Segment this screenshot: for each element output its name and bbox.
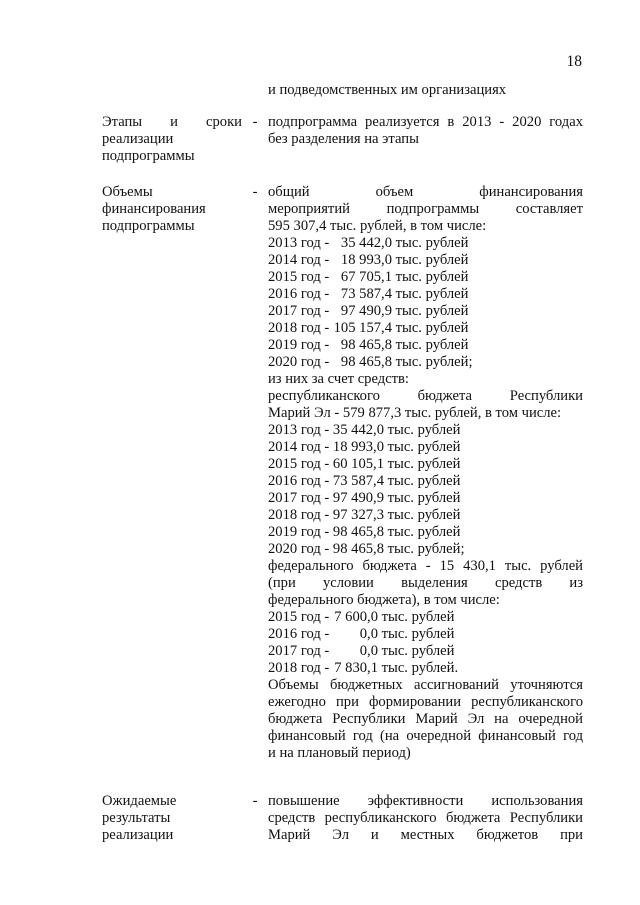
republic-year-row: 2014 год - 18 993,0 тыс. рублей [268, 439, 461, 455]
row-stages-dash: - [252, 114, 258, 130]
label-line: результаты [102, 810, 171, 826]
label-line: реализации [102, 827, 174, 843]
note-line: и на плановый период) [268, 745, 411, 761]
row-volumes-body [268, 184, 583, 762]
body-line: повышение эффективности использования [268, 793, 583, 809]
republic-year-row: 2013 год - 35 442,0 тыс. рублей [268, 422, 461, 438]
label-line: подпрограммы [102, 148, 195, 164]
republic-line: республиканского бюджета Республики [268, 388, 583, 404]
lead-line: 595 307,4 тыс. рублей, в том числе: [268, 218, 487, 234]
republic-year-row: 2019 год - 98 465,8 тыс. рублей [268, 524, 461, 540]
label-line: Ожидаемые [102, 793, 177, 809]
total-year-row: 2013 год - 35 442,0 тыс. рублей [268, 235, 469, 251]
lead-line: мероприятий подпрограммы составляет [268, 201, 583, 217]
republic-year-row: 2018 год - 97 327,3 тыс. рублей [268, 507, 461, 523]
budget-note [268, 677, 583, 762]
body-line: подпрограмма реализуется в 2013 - 2020 годах [268, 114, 583, 130]
body-line: без разделения на этапы [268, 131, 419, 147]
republic-year-row: 2020 год - 98 465,8 тыс. рублей; [268, 541, 465, 557]
federal-year-row: 2017 год - 0,0 тыс. рублей [268, 643, 455, 659]
federal-year-row: 2015 год - 7 600,0 тыс. рублей [268, 609, 455, 625]
row-volumes-label [102, 184, 242, 235]
body-line: средств республиканского бюджета Республики [268, 810, 583, 826]
label-line: Этапы и сроки [102, 114, 242, 130]
sources-intro: из них за счет средств: [268, 371, 409, 387]
federal-year-row: 2016 год - 0,0 тыс. рублей [268, 626, 455, 642]
note-line: ежегодно при формировании республиканского [268, 694, 583, 710]
total-year-row: 2014 год - 18 993,0 тыс. рублей [268, 252, 469, 268]
total-years-list [268, 235, 583, 371]
row-stages-body [268, 114, 583, 148]
page-number: 18 [566, 53, 582, 70]
republic-year-row: 2017 год - 97 490,9 тыс. рублей [268, 490, 461, 506]
total-year-row: 2020 год - 98 465,8 тыс. рублей; [268, 354, 473, 370]
total-year-row: 2017 год - 97 490,9 тыс. рублей [268, 303, 469, 319]
body-line: Марий Эл и местных бюджетов при [268, 827, 583, 843]
row-expected-dash: - [252, 793, 258, 809]
federal-line: федерального бюджета - 15 430,1 тыс. рублей [268, 558, 583, 574]
federal-line: федерального бюджета), в том числе: [268, 592, 500, 608]
total-year-row: 2018 год - 105 157,4 тыс. рублей [268, 320, 469, 336]
lead-line: общий объем финансирования [268, 184, 583, 200]
row-expected-body [268, 793, 583, 844]
republic-year-row: 2015 год - 60 105,1 тыс. рублей [268, 456, 461, 472]
label-line: подпрограммы [102, 218, 195, 234]
note-line: бюджета Республики Марий Эл на очередной [268, 711, 583, 727]
intro-line: и подведомственных им организациях [268, 82, 507, 98]
label-line: реализации [102, 131, 174, 147]
label-line: финансирования [102, 201, 206, 217]
row-volumes-dash: - [252, 184, 258, 200]
total-year-row: 2019 год - 98 465,8 тыс. рублей [268, 337, 469, 353]
row-stages-label [102, 114, 242, 165]
total-year-row: 2016 год - 73 587,4 тыс. рублей [268, 286, 469, 302]
label-line: Объемы [102, 184, 153, 200]
republic-line: Марий Эл - 579 877,3 тыс. рублей, в том числе: [268, 405, 562, 421]
note-line: Объемы бюджетных ассигнований уточняются [268, 677, 583, 693]
federal-line: (при условии выделения средств из [268, 575, 583, 591]
note-line: финансовый год (на очередной финансовый год [268, 728, 583, 744]
republic-year-row: 2016 год - 73 587,4 тыс. рублей [268, 473, 461, 489]
row-expected-label [102, 793, 242, 844]
federal-years-list [268, 609, 583, 677]
republic-years-list [268, 422, 583, 558]
federal-year-row: 2018 год - 7 830,1 тыс. рублей. [268, 660, 459, 676]
total-year-row: 2015 год - 67 705,1 тыс. рублей [268, 269, 469, 285]
